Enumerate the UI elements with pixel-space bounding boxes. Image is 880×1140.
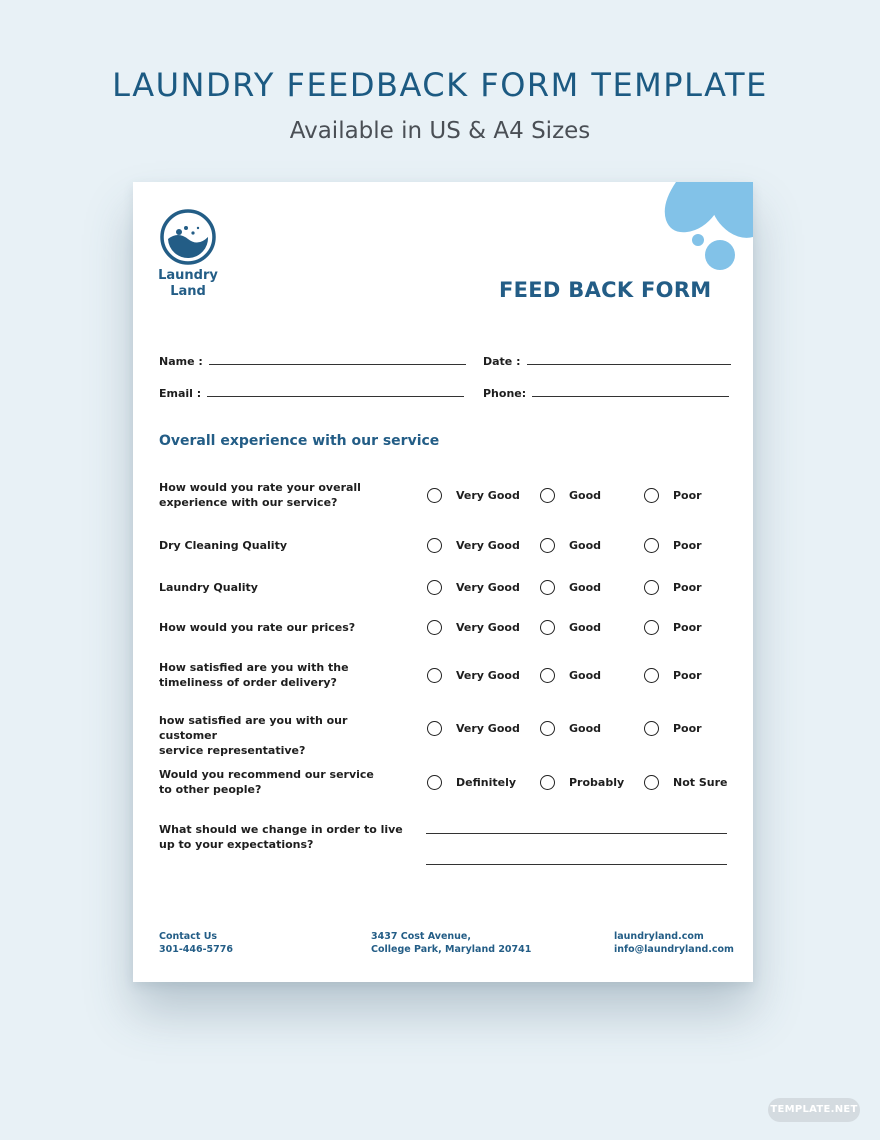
footer-address xyxy=(371,930,531,956)
contact-phone: 301-446-5776 xyxy=(159,944,233,955)
radio-button[interactable] xyxy=(427,775,442,790)
bubble-decoration xyxy=(663,182,753,277)
radio-button[interactable] xyxy=(644,580,659,595)
option-q4-very-good[interactable]: Very Good xyxy=(427,620,520,635)
option-q2-very-good[interactable]: Very Good xyxy=(427,538,520,553)
option-q3-good[interactable]: Good xyxy=(540,580,601,595)
bubble-medium xyxy=(705,240,735,270)
date-field[interactable] xyxy=(483,355,731,368)
form-title: FEED BACK FORM xyxy=(499,278,712,302)
option-q2-poor[interactable]: Poor xyxy=(644,538,702,553)
date-label: Date : xyxy=(483,355,521,368)
name-label: Name : xyxy=(159,355,203,368)
address-line-1: 3437 Cost Avenue, xyxy=(371,931,471,942)
question-5: How satisfied are you with the timeliness of order delivery? xyxy=(159,661,349,689)
radio-button[interactable] xyxy=(540,538,555,553)
option-q3-very-good[interactable]: Very Good xyxy=(427,580,520,595)
banner-subtitle: Available in US & A4 Sizes xyxy=(289,118,591,144)
address-line-2: College Park, Maryland 20741 xyxy=(371,944,532,955)
banner-title: LAUNDRY FEEDBACK FORM TEMPLATE xyxy=(112,66,768,104)
option-q4-poor[interactable]: Poor xyxy=(644,620,702,635)
option-q3-poor[interactable]: Poor xyxy=(644,580,702,595)
radio-button[interactable] xyxy=(644,620,659,635)
answer-line-1[interactable] xyxy=(426,833,727,834)
option-q2-good[interactable]: Good xyxy=(540,538,601,553)
radio-button[interactable] xyxy=(540,620,555,635)
answer-line-2[interactable] xyxy=(426,864,727,865)
option-q4-good[interactable]: Good xyxy=(540,620,601,635)
name-field[interactable] xyxy=(159,355,466,368)
question-3: Laundry Quality xyxy=(159,581,258,594)
radio-button[interactable] xyxy=(427,580,442,595)
option-q6-very-good[interactable]: Very Good xyxy=(427,721,520,736)
phone-label: Phone: xyxy=(483,387,527,400)
question-6: how satisfied are you with our customer service representative? xyxy=(159,714,348,757)
option-q1-good[interactable]: Good xyxy=(540,488,601,503)
section-title: Overall experience with our service xyxy=(159,433,440,449)
email-link[interactable]: info@laundryland.com xyxy=(614,944,734,955)
radio-button[interactable] xyxy=(540,721,555,736)
option-q5-poor[interactable]: Poor xyxy=(644,668,702,683)
footer-contact xyxy=(159,930,233,956)
radio-button[interactable] xyxy=(644,488,659,503)
radio-button[interactable] xyxy=(644,538,659,553)
logo xyxy=(160,209,216,270)
radio-button[interactable] xyxy=(427,620,442,635)
phone-field[interactable] xyxy=(483,387,729,400)
option-q5-very-good[interactable]: Very Good xyxy=(427,668,520,683)
website-link[interactable]: laundryland.com xyxy=(614,931,704,942)
option-q7-definitely[interactable]: Definitely xyxy=(427,775,516,790)
brand-name-line2: Land xyxy=(170,284,206,299)
open-question: What should we change in order to live up to your expectations? xyxy=(159,823,403,851)
brand-name xyxy=(151,268,225,300)
radio-button[interactable] xyxy=(644,668,659,683)
watermark-badge: TEMPLATE.NET xyxy=(768,1098,860,1122)
radio-button[interactable] xyxy=(644,775,659,790)
radio-button[interactable] xyxy=(427,538,442,553)
radio-button[interactable] xyxy=(540,488,555,503)
option-q5-good[interactable]: Good xyxy=(540,668,601,683)
radio-button[interactable] xyxy=(540,668,555,683)
question-7: Would you recommend our service to other people? xyxy=(159,768,374,796)
name-input-line[interactable] xyxy=(209,364,466,365)
radio-button[interactable] xyxy=(644,721,659,736)
radio-button[interactable] xyxy=(427,668,442,683)
option-q6-poor[interactable]: Poor xyxy=(644,721,702,736)
radio-button[interactable] xyxy=(427,721,442,736)
phone-input-line[interactable] xyxy=(532,396,729,397)
question-4: How would you rate our prices? xyxy=(159,621,356,634)
option-q1-very-good[interactable]: Very Good xyxy=(427,488,520,503)
email-label: Email : xyxy=(159,387,202,400)
brand-name-line1: Laundry xyxy=(158,268,218,283)
option-q7-not-sure[interactable]: Not Sure xyxy=(644,775,728,790)
form-sheet xyxy=(133,182,753,982)
option-q6-good[interactable]: Good xyxy=(540,721,601,736)
email-field[interactable] xyxy=(159,387,464,400)
radio-button[interactable] xyxy=(540,775,555,790)
question-2: Dry Cleaning Quality xyxy=(159,539,287,552)
washing-machine-icon xyxy=(160,209,216,265)
email-input-line[interactable] xyxy=(207,396,464,397)
question-1: How would you rate your overall experience with our service? xyxy=(159,481,361,509)
date-input-line[interactable] xyxy=(527,364,731,365)
radio-button[interactable] xyxy=(427,488,442,503)
option-q1-poor[interactable]: Poor xyxy=(644,488,702,503)
bubble-small xyxy=(692,234,704,246)
radio-button[interactable] xyxy=(540,580,555,595)
footer-web xyxy=(614,930,734,956)
option-q7-probably[interactable]: Probably xyxy=(540,775,624,790)
contact-label: Contact Us xyxy=(159,931,218,942)
